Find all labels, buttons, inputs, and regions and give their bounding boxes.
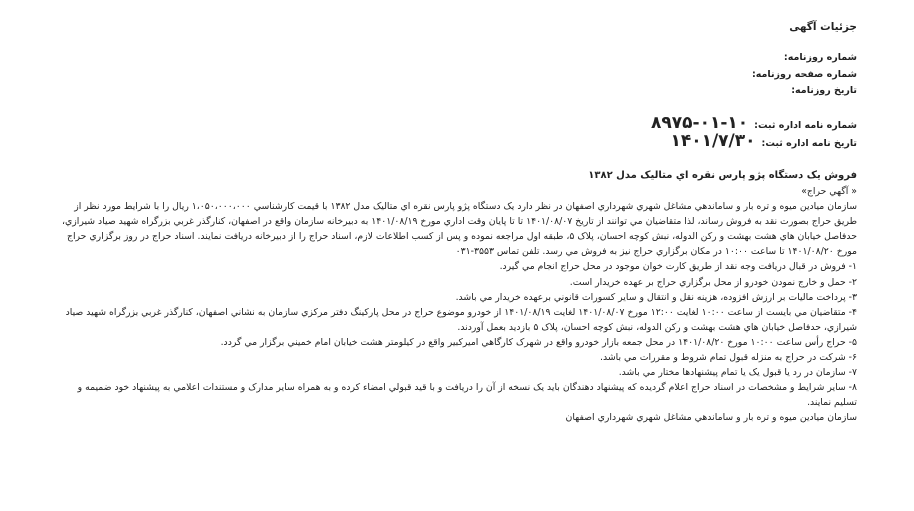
registration-letter-date xyxy=(670,131,857,151)
ad-title: فروش یک دستگاه پژو پارس نقره اي متاليک مدل ۱۳۸۲ xyxy=(588,170,857,181)
page-title: جزئیات آگهی xyxy=(789,21,857,33)
newspaper-page-label: شماره صفحه روزنامه: xyxy=(751,69,857,80)
ad-term-7: ۷- سازمان در رد يا قبول يک يا تمام پيشنهادها مختار مي باشد. xyxy=(618,367,857,379)
ad-term-6: ۶- شرکت در حراج به منزله قبول تمام شروط و مقررات مي باشد. xyxy=(600,352,857,364)
newspaper-number-label: شماره روزنامه: xyxy=(783,52,857,63)
ad-signature: سازمان ميادين ميوه و تره بار و ساماندهي مشاغل شهري شهرداري اصفهان xyxy=(565,412,857,424)
registration-letter-number-value: ۸۹۷۵-۰۱-۱۰ xyxy=(651,113,749,133)
ad-term-8: ۸- ساير شرايط و مشخصات در اسناد حراج اعلام گرديده که پيشنهاد دهندگان بايد يک نسخه از آن را دريافت و با قيد قبولي امضاء کرده و به همراه ساير مدارک و مستندات اعلامي به پيشنهاد خود ضميمه و تسليم نمايند. xyxy=(77,382,857,409)
ad-body xyxy=(57,184,857,426)
registration-letter-date-value: ۱۴۰۱/۷/۳۰ xyxy=(670,131,756,151)
ad-term-1: ۱- فروش در قبال دريافت وجه نقد از طريق کارت خوان موجود در محل حراج انجام مي گيرد. xyxy=(499,261,857,273)
ad-intro-paragraph: سازمان ميادين ميوه و تره بار و ساماندهي مشاغل شهري شهرداري اصفهان در نظر دارد يک دستگاه پژو پارس نقره اي متاليک مدل ۱۳۸۲ با قيمت کارشناسي ۱،۰۵۰،۰۰۰،۰۰۰ ريال را با شرايط مورد نظر از طريق حراج بصورت نقد به فروش رساند، لذا متقاضيان مي توانند از تاريخ ۱۴۰۱/۰۸/۰۷ تا تا پايان وقت اداري مورخ ۱۴۰۱/۰۸/۱۹ به دبيرخانه سازمان واقع در اصفهان، کنارگذر غربي بزرگراه شهيد صياد شيرازي، حدفاصل خيابان هاي هشت بهشت و رکن الدوله، نبش کوچه احسان، پلاک ۵، طبقه اول مراجعه نموده و پس از کسب اطلاعات لازم، اسناد حراج را از دبيرخانه دريافت نمايند. اسناد حراج در روز برگزاري حراج مورخ ۱۴۰۱/۰۸/۲۰ تا ساعت ۱۰:۰۰ در مکان برگزاري حراج نيز به فروش مي رسد. تلفن تماس ۳۵۵۳-۰۳۱ xyxy=(62,201,857,258)
registration-letter-date-label: تاریخ نامه اداره ثبت: xyxy=(761,138,857,149)
newspaper-date-label: تاریخ روزنامه: xyxy=(791,85,857,96)
ad-heading: « آگهي حراج» xyxy=(801,186,857,197)
ad-term-3: ۳- پرداخت ماليات بر ارزش افزوده، هزينه نقل و انتقال و ساير کسورات قانوني برعهده خريدار مي باشد. xyxy=(455,291,857,303)
ad-term-2: ۲- حمل و خارج نمودن خودرو از محل برگزاري حراج بر عهده خريدار است. xyxy=(569,276,857,288)
registration-letter-number xyxy=(651,113,857,133)
registration-letter-number-label: شماره نامه اداره ثبت: xyxy=(754,120,857,131)
ad-term-5: ۵- حراج رأس ساعت ۱۰:۰۰ مورخ ۱۴۰۱/۰۸/۲۰ در محل جمعه بازار خودرو واقع در شهرک کارگاهي اميرکبير واقع در کيلومتر هشت خيابان امام خميني برگزار مي گردد. xyxy=(220,336,857,348)
ad-term-4: ۴- متقاضيان مي بايست از ساعت ۱۰:۰۰ لغايت ۱۲:۰۰ مورخ ۱۴۰۱/۰۸/۰۷ لغايت ۱۴۰۱/۰۸/۱۹ از خودرو موضوع حراج در محل پارکينگ دفتر مرکزي سازمان به نشاني اصفهان، کنارگذر غربي بزرگراه شهيد صياد شيرازي، حدفاصل خيابان هاي هشت بهشت و رکن الدوله، نبش کوچه احسان، پلاک ۵ بازديد بعمل آوردند. xyxy=(65,306,857,333)
